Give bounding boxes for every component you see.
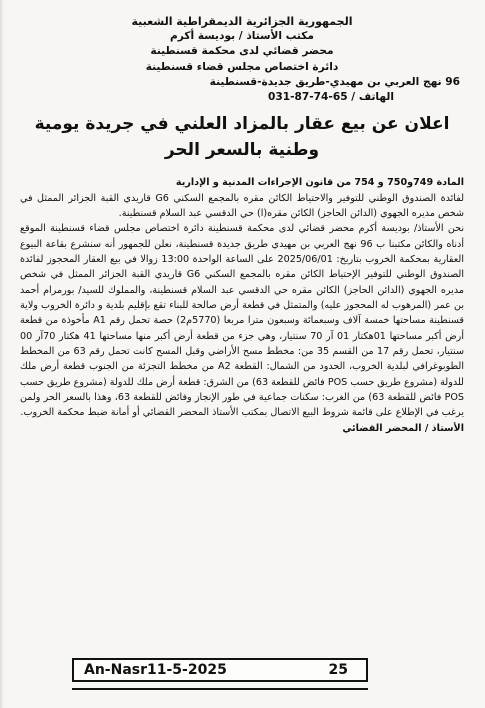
signature-title: الأستاذ / المحضر القضائي [342,422,464,434]
page-edge-shadow [0,0,4,708]
notice-body [20,175,464,421]
header-phone [20,90,464,105]
header-office: مكتب الأستاذ / بوديسة أكرم [170,30,314,43]
publication-footer [72,658,368,682]
header-phone-text: الهاتف / 65-74-87-031 [267,91,394,104]
header-address: 96 نهج العربي بن مهيدي-طريق جديدة-قسنطينة [209,75,460,88]
creditor-paragraph: لفائدة الصندوق الوطني للتوفير والاحتياط الكائن مقره بالمجمع السكني G6 قاريدي القبة الجزائر الممثل في شخص مديره الجهوي (الدائن الحاجز) الكائن مقره(ا) حي الدقسي عبد السلام قسنطينة. [20,192,465,219]
auction-notice [20,14,464,436]
page-number: 25 [328,662,348,678]
publication-date: An-Nasr11-5-2025 [84,662,227,678]
legal-basis: المادة 749و750 و 754 من قانون الإجراءات المدنية و الإدارية [175,177,464,189]
footer-rule [72,688,368,690]
signature-block [20,421,464,436]
notice-title-line1: اعلان عن بيع عقار بالمزاد العلني في جريدة يومية [34,114,450,135]
notice-title-line2: وطنية بالسعر الحر [164,140,320,161]
header-jurisdiction: دائرة اختصاص مجلس قضاء قسنطينة [145,60,339,73]
header-republic: الجمهورية الجزائرية الديمقراطية الشعبية [131,15,353,28]
sale-paragraph: نحن الأستاذ/ بوديسة أكرم محضر قضائي لدى محكمة قسنطينة دائرة اختصاص مجلس قضاء قسنطينة الموقع أدناه والكائن مكتبنا ب 96 نهج العربي بن مهيدي طريق جديدة قسنطينة، نعلن للجمهور أنه سنشرع بقاعة البيوع العقارية بمحكمة الخروب بتاريخ: 2025/06/01 على الساعة الواحدة 13:00 زوالا في بيع العقار المحجوز لفائدة الصندوق الوطني للتوفير الإحتياط الكائن مقره بالمجمع السكني G6 قاريدي القبة الجزائر الممثل في شخص مديره الجهوي (الدائن الحاجز) الكائن مقره حي الدقسي عبد السلام قسنطينة، والمملوك للسيد/ بورمرام أحمد بن عمر (المرهوب له المحجوز عليه) والمتمثل في قطعة أرض صالحة للبناء تقع بإقليم بلدية و دائرة الخروب ولاية قسنطينة مساحتها خمسة آلاف وسبعمائة وسبعون مترا مربعا (5770م2) حصة تحمل رقم A1 مأخوذة من قطعة أرض أكبر مساحتها 01هكتار 01 آر 70 سنتيار، وهي جزء من قطعة أرض أكبر منها مساحتها 41 هكتار 70آر 00 سنتيار، تحمل رقم 17 من القسم 35 من: مخطط مسح الأراضي وقبل المسح كانت تحمل رقم 63 من المخطط الطوبوغرافي لبلدية الخروب، الحدود من الشمال: القطعة A2 من مخطط التجزئة من الجنوب قطعة أرض ملك للدولة (مشروع طريق حسب POS فائض للقطعة 63) من الشرق: قطعة أرض ملك للدولة (مشروع طريق حسب POS فائض للقطعة 63) من الغرب: سكنات جماعية في طور الإنجاز وفائض للقطعة 63، وهذا بالسعر الحر ولمن يرغب في الإطلاع على قائمة شروط البيع الاتصال بمكتب الأستاذ المحضر القضائي أو أمانة ضبط محكمة الخروب. [20,223,464,419]
header-bailiff: محضر قضائي لدى محكمة قسنطينة [150,45,334,58]
